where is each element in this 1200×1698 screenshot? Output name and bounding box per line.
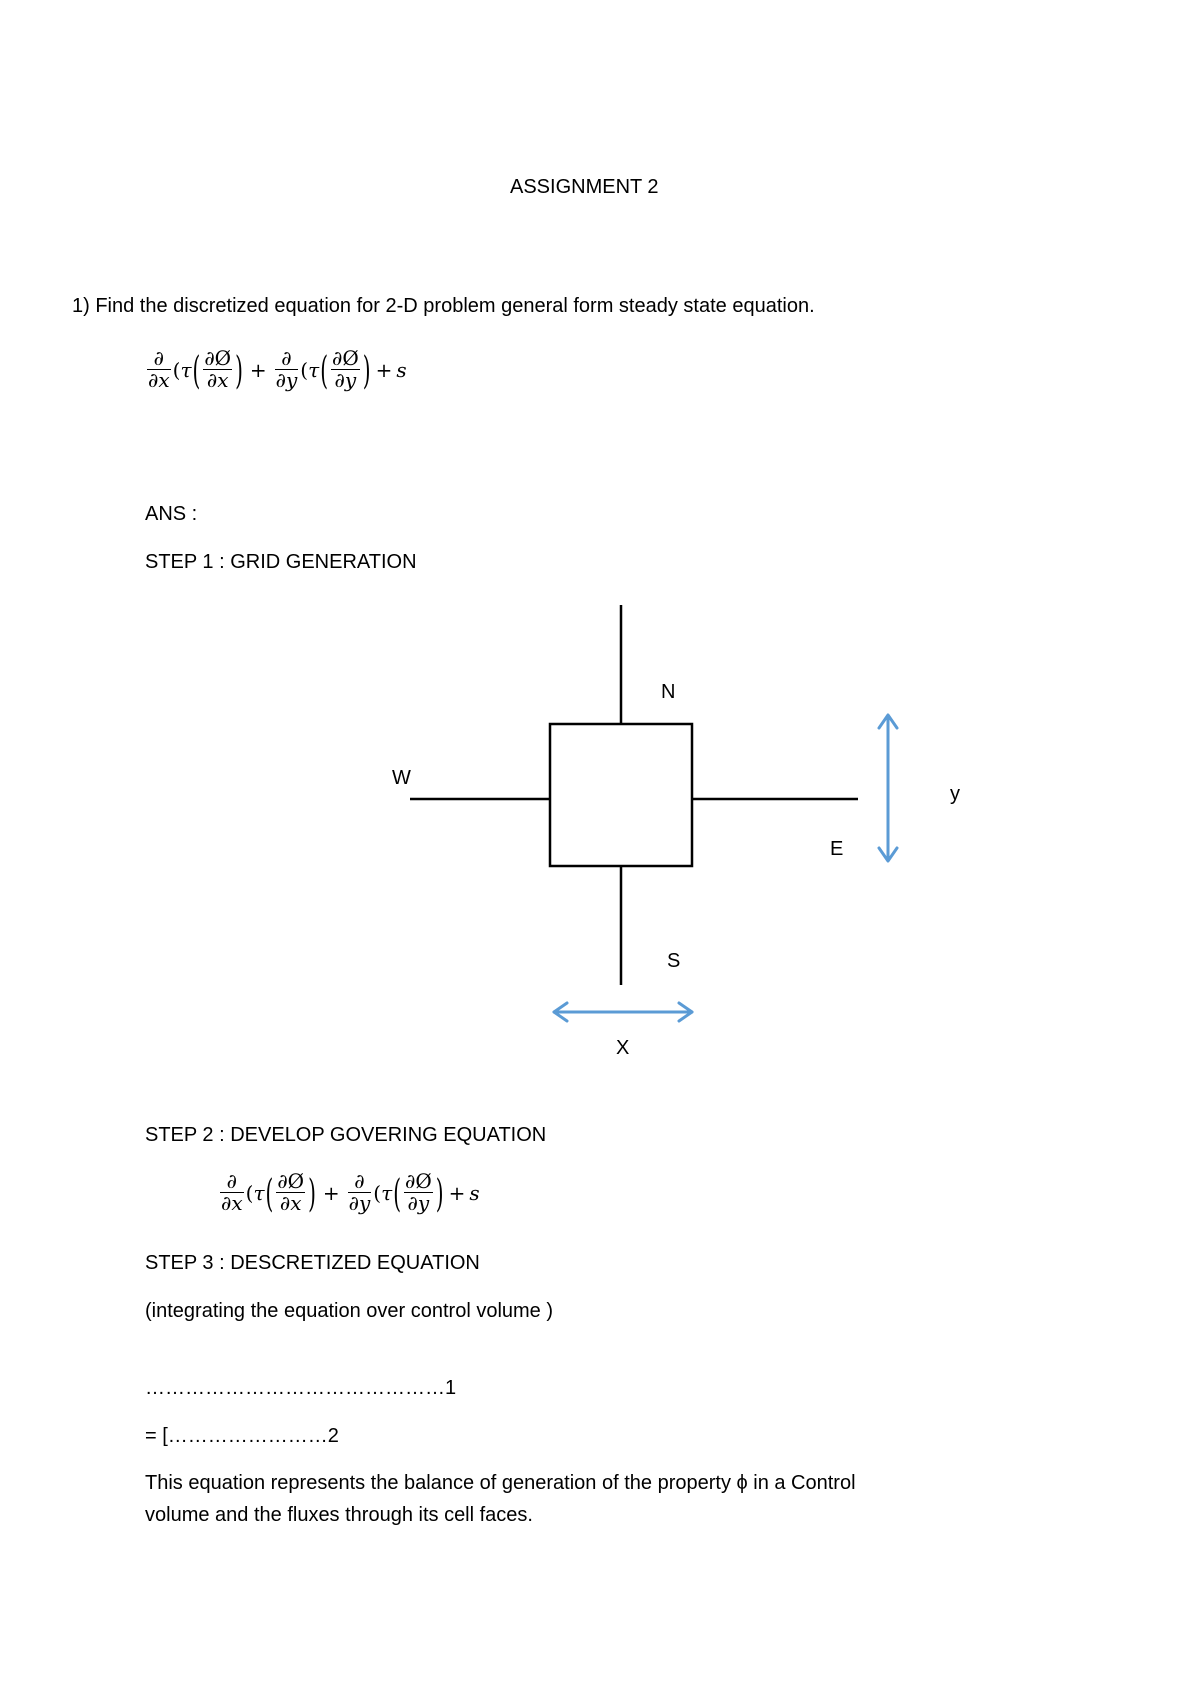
label-s: S	[667, 950, 681, 972]
fraction-d-dy: $\frac{\partial}{\partial y}$	[275, 346, 298, 392]
fraction-d-dx: $\frac{\partial}{\partial x}$	[148, 346, 170, 392]
fraction-d-dx: $\frac{\partial}{\partial x}$	[221, 1169, 243, 1215]
integrating-note: (integrating the equation over control volume )	[145, 1300, 554, 1322]
page-title: ASSIGNMENT 2	[510, 176, 659, 198]
label-n: N	[661, 681, 676, 703]
label-x: X	[616, 1037, 630, 1059]
step3-heading: STEP 3 : DESCRETIZED EQUATION	[145, 1252, 480, 1274]
conclusion-line-1: This equation represents the balance of generation of the property ϕ in a Control	[145, 1472, 856, 1494]
step2-heading: STEP 2 : DEVELOP GOVERING EQUATION	[145, 1124, 547, 1146]
label-e: E	[830, 838, 844, 860]
y-dimension-arrow	[879, 715, 897, 861]
fraction-dphi-dy: $\frac{\partial Ø}{\partial y}$	[332, 346, 359, 392]
equation-line-1: ………………………………………1	[145, 1377, 457, 1399]
question-text: 1) Find the discretized equation for 2-D problem general form steady state equation.	[72, 295, 815, 317]
governing-equation-2: $\frac{\partial}{\partial x}$ ( τ ( $\frac{\partial Ø}{\partial x}$ ) + $\frac{\partial}{\partial y}$ ( τ ( $\frac{\partial Ø}{\partial y}$ ) + s	[221, 1169, 480, 1216]
fraction-dphi-dx: $\frac{\partial Ø}{\partial x}$	[277, 1169, 305, 1215]
fraction-dphi-dy: $\frac{\partial Ø}{\partial y}$	[405, 1169, 432, 1215]
conclusion-line-2: volume and the fluxes through its cell faces.	[145, 1504, 533, 1526]
label-y: y	[950, 783, 960, 805]
fraction-d-dy: $\frac{\partial}{\partial y}$	[348, 1169, 371, 1215]
governing-equation-1: $\frac{\partial}{\partial x}$ ( τ ( $\frac{\partial Ø}{\partial x}$ ) + $\frac{\partial}{\partial y}$ ( τ ( $\frac{\partial Ø}{\partial y}$ ) + s	[148, 346, 407, 393]
fraction-dphi-dx: $\frac{\partial Ø}{\partial x}$	[204, 346, 232, 392]
step1-heading: STEP 1 : GRID GENERATION	[145, 551, 417, 573]
equation-line-2: = [……………………2	[145, 1425, 339, 1447]
x-dimension-arrow	[554, 1003, 692, 1021]
label-w: W	[392, 767, 411, 789]
control-volume-cell	[550, 724, 692, 866]
answer-label: ANS :	[145, 503, 198, 525]
